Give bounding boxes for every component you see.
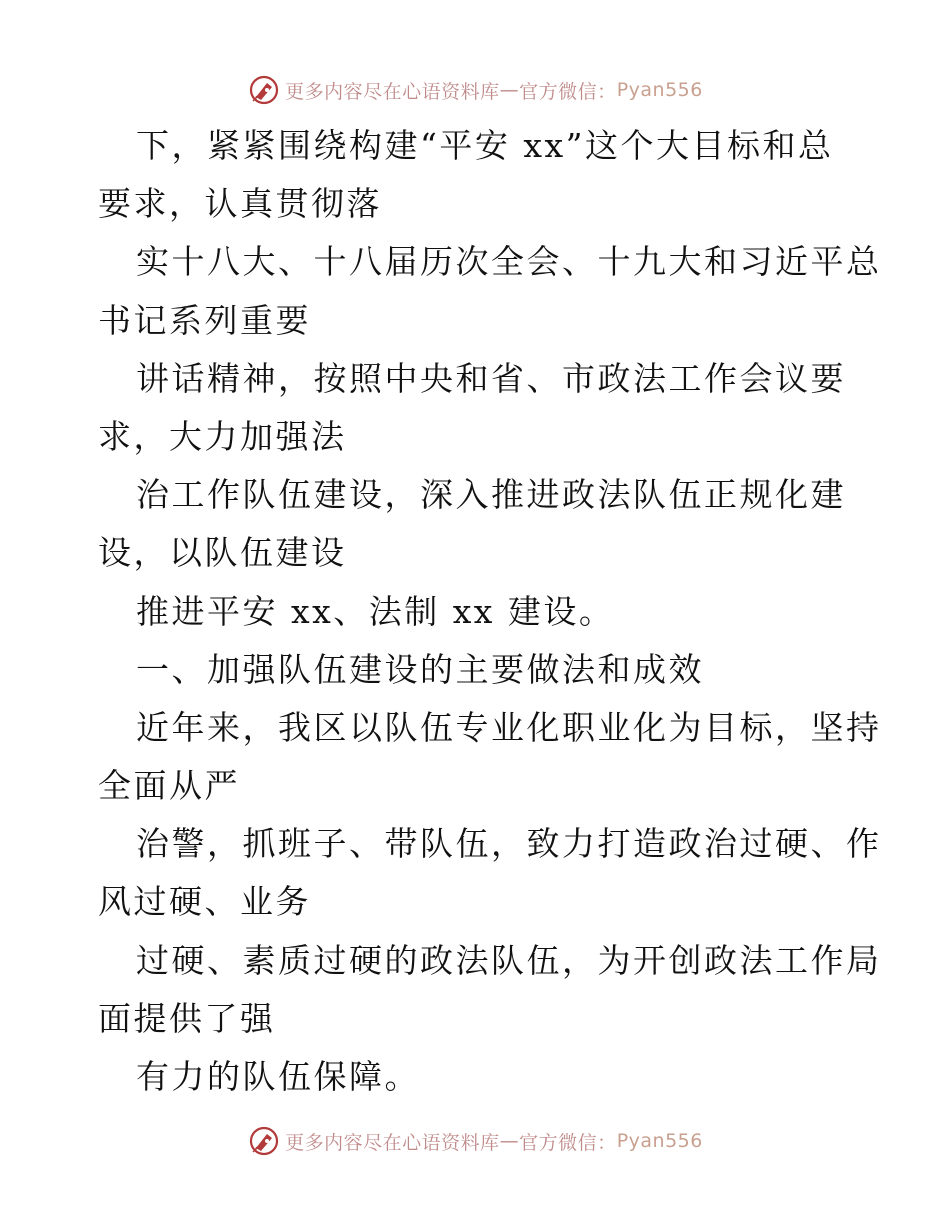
- text-line: 讲话精神，按照中央和省、市政法工作会议要: [136, 358, 846, 398]
- text-line: 下，紧紧围绕构建“平安 xx”这个大目标和总: [136, 126, 834, 165]
- text-line: 设，以队伍建设: [98, 533, 347, 573]
- text-line: 治工作队伍建设，深入推进政法队伍正规化建: [136, 475, 846, 515]
- watermark-label: 官方微信：: [519, 1131, 617, 1154]
- watermark-text: 更多内容尽在心语资料库: [285, 1131, 500, 1154]
- watermark-dash: —: [499, 1130, 520, 1152]
- text-line: 推进平安 xx、法制 xx 建设。: [136, 591, 615, 631]
- text-line: 全面从严: [98, 766, 240, 806]
- section-heading: 一、加强队伍建设的主要做法和成效: [136, 649, 704, 689]
- text-line: 面提供了强: [98, 998, 276, 1038]
- text-line: 近年来，我区以队伍专业化职业化为目标，坚持: [136, 707, 882, 747]
- pen-nib-circle-logo-icon: [247, 73, 281, 107]
- watermark-dash: —: [499, 79, 520, 101]
- text-line: 治警，抓班子、带队伍，致力打造政治过硬、作: [136, 824, 882, 864]
- watermark-label: 官方微信：: [519, 80, 617, 103]
- pen-nib-circle-logo-icon: [247, 1124, 281, 1158]
- text-line: 实十八大、十八届历次全会、十九大和习近平总: [136, 242, 882, 282]
- watermark-handle: Pyan556: [616, 1130, 703, 1152]
- text-line: 书记系列重要: [98, 300, 311, 340]
- text-line: 过硬、素质过硬的政法队伍，为开创政法工作局: [136, 940, 882, 980]
- watermark-handle: Pyan556: [616, 79, 703, 101]
- text-line: 风过硬、业务: [98, 882, 311, 922]
- text-line: 要求，认真贯彻落: [98, 184, 382, 224]
- text-line: 有力的队伍保障。: [136, 1057, 420, 1096]
- header-watermark: [0, 70, 950, 110]
- watermark-text: 更多内容尽在心语资料库: [285, 80, 500, 103]
- document-body: [98, 117, 882, 1106]
- footer-watermark: [0, 1121, 950, 1161]
- text-line: 求，大力加强法: [98, 416, 347, 456]
